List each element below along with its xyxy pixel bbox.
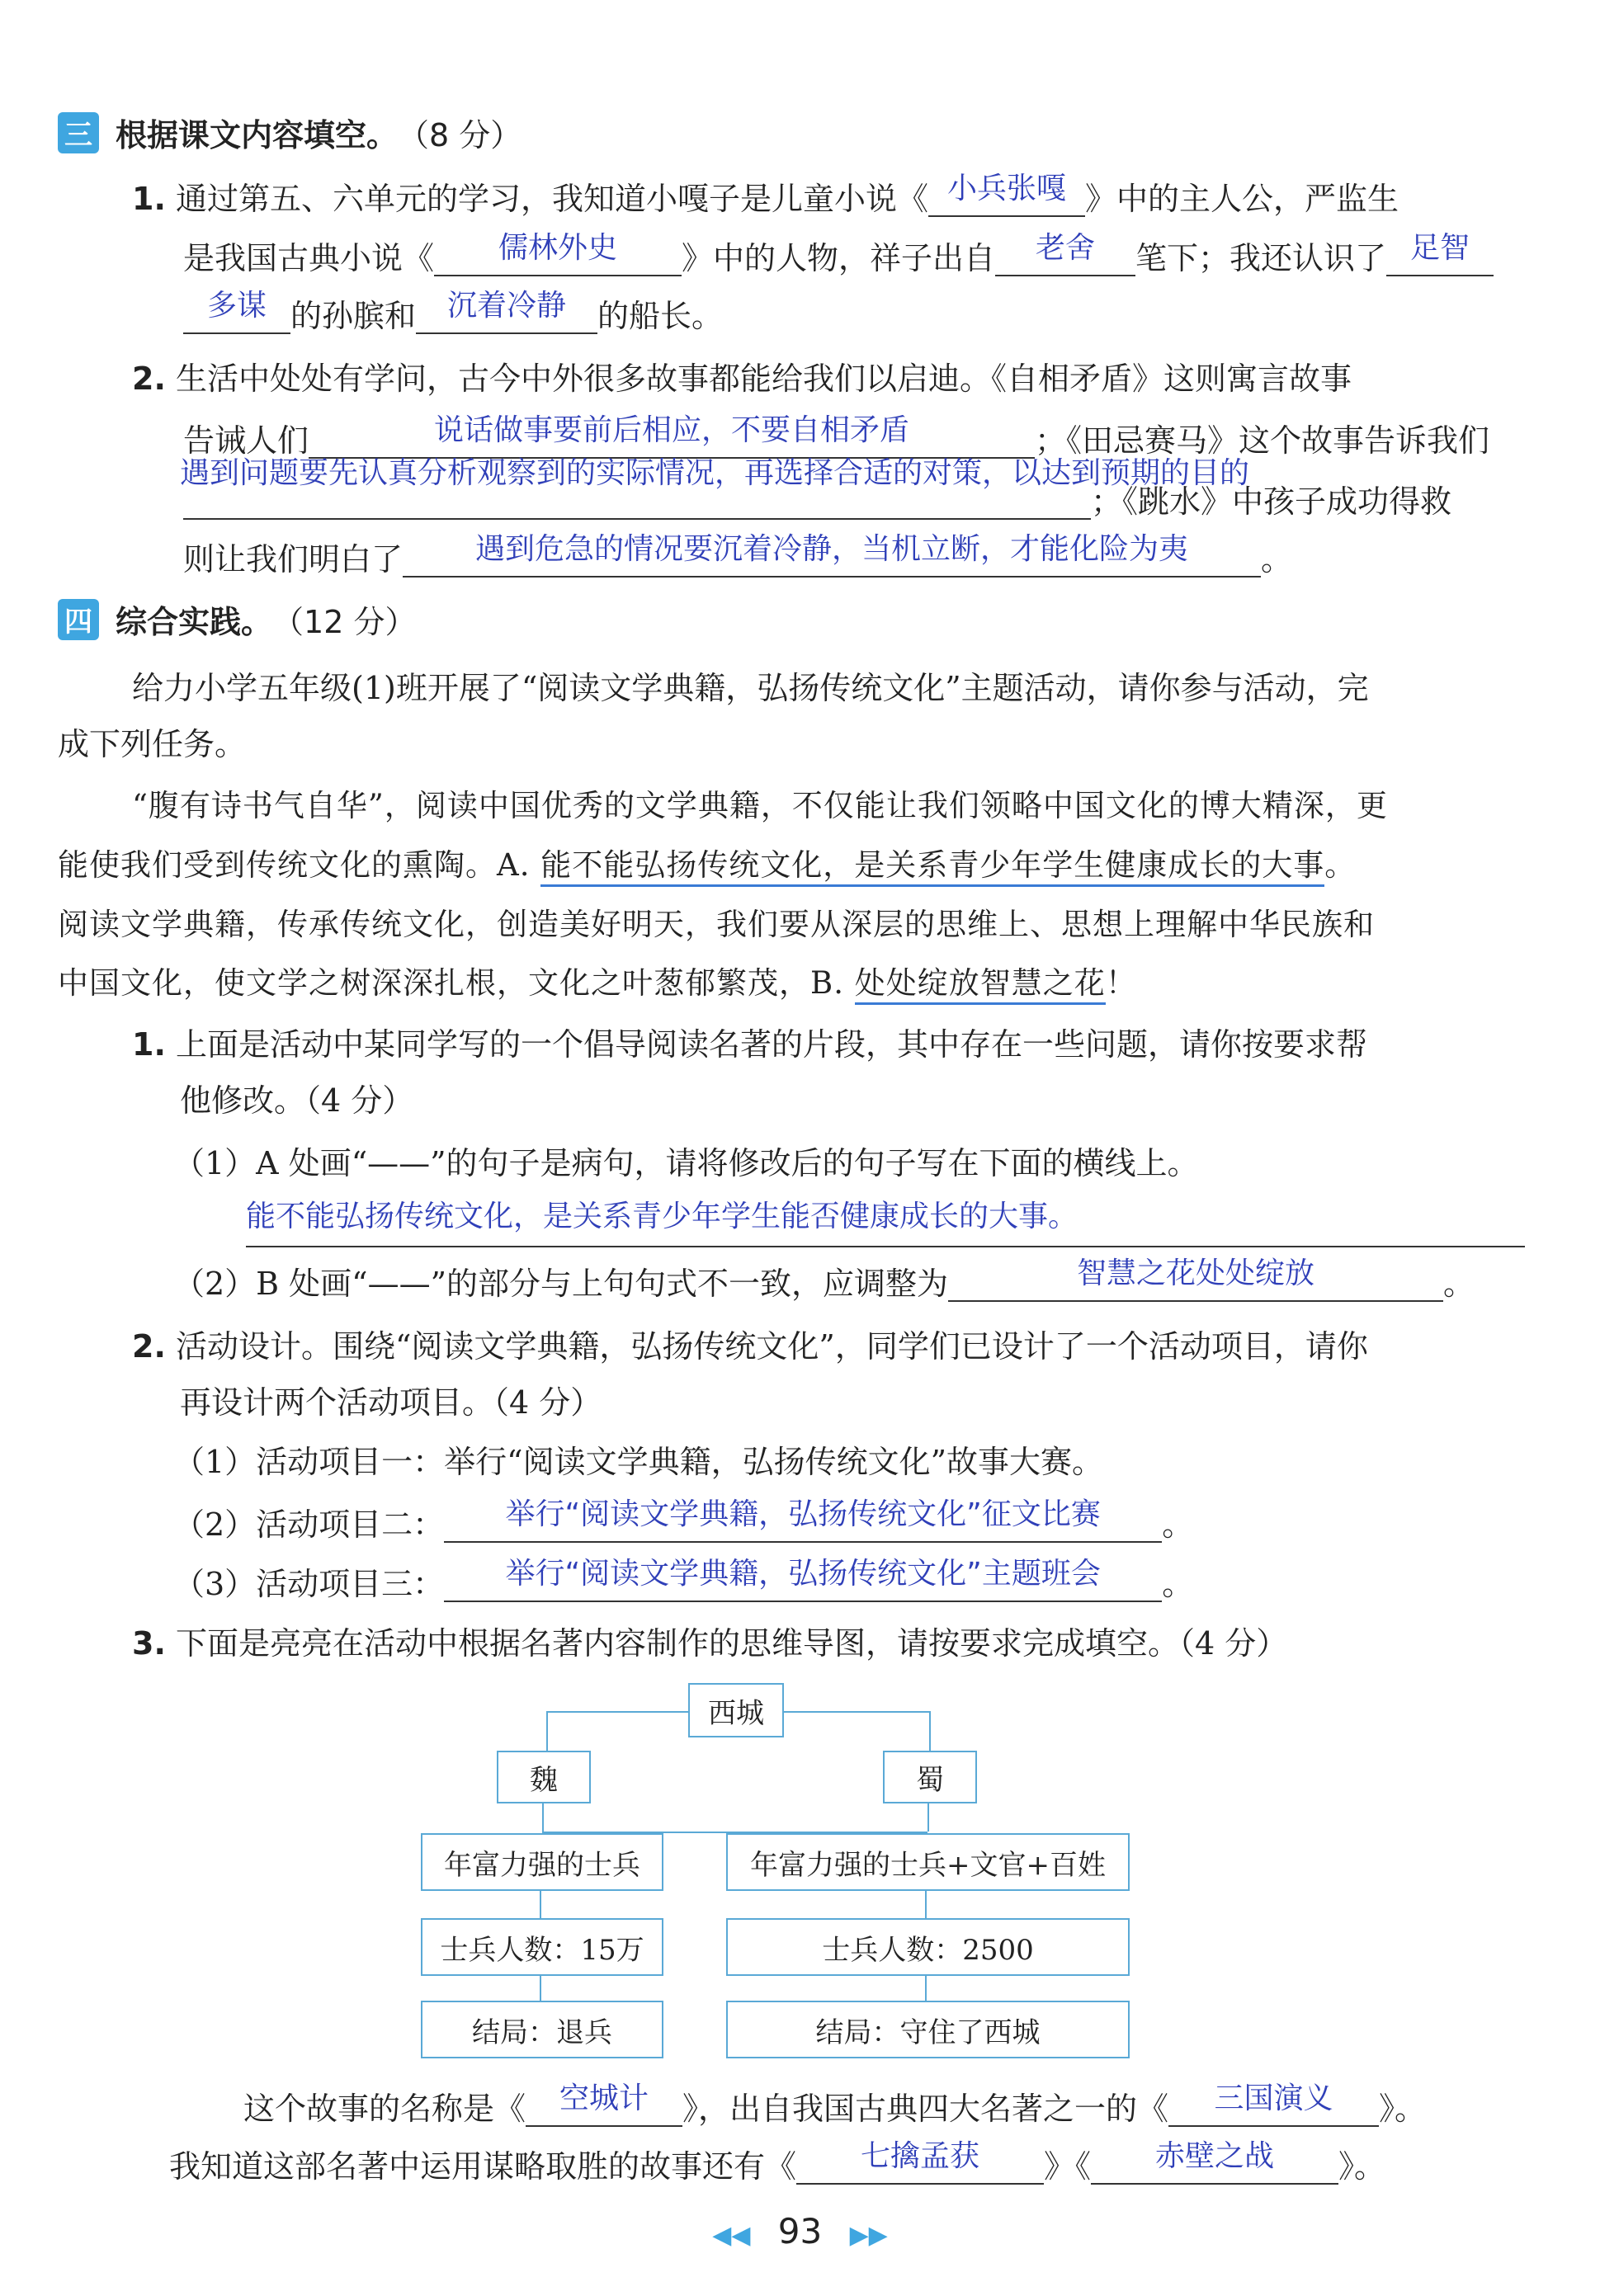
- answer-line[interactable]: [246, 1246, 1525, 1247]
- answer-blank[interactable]: [403, 532, 1261, 578]
- answer-blank[interactable]: [995, 231, 1135, 276]
- handwritten-answer: 赤壁之战: [1155, 2139, 1275, 2173]
- s3-q2-line3: [183, 480, 1451, 520]
- mindmap-left-node: 士兵人数：15万: [421, 1918, 663, 1976]
- text: 上面是活动中某同学写的一个倡导阅读名著的片段，其中存在一些问题，请你按要求帮: [175, 1026, 1367, 1063]
- text: 的孙膑和: [290, 298, 417, 334]
- handwritten-answer: 老舍: [1036, 231, 1096, 265]
- section-4-header: [58, 596, 416, 642]
- text: 这个故事的名称是《: [243, 2091, 526, 2127]
- s3-q1-line1: [132, 172, 1399, 217]
- passage-line2: [58, 847, 1356, 884]
- section-4-score: （12 分）: [272, 604, 417, 640]
- s4-q3-fill2: [169, 2139, 1386, 2185]
- mindmap-root: 西城: [688, 1683, 784, 1737]
- handwritten-answer: 多谋: [206, 289, 267, 323]
- text: 生活中处处有学问，古今中外很多故事都能给我们以启迪。《自相矛盾》这则寓言故事: [175, 361, 1352, 397]
- text: 》《: [1044, 2148, 1092, 2185]
- handwritten-answer: 七擒孟获: [861, 2139, 980, 2173]
- text: 》中的人物，祥子出自: [682, 240, 996, 276]
- answer-blank[interactable]: [183, 480, 1091, 520]
- text: （2）B 处画“——”的部分与上句句式不一致，应调整为: [173, 1266, 949, 1302]
- handwritten-answer: 举行“阅读文学典籍，弘扬传统文化”征文比赛: [505, 1497, 1101, 1531]
- passage-line1: “腹有诗书气自华”，阅读中国优秀的文学典籍，不仅能让我们领略中国文化的博大精深，更: [132, 788, 1388, 823]
- s4-q2-line2: 再设计两个活动项目。（4 分）: [180, 1384, 602, 1421]
- handwritten-answer: 沉着冷静: [447, 289, 567, 323]
- s4-q1-line1: [132, 1026, 1367, 1063]
- section-4-badge: 四: [58, 599, 99, 640]
- answer-blank[interactable]: [444, 1497, 1162, 1543]
- text: 则让我们明白了: [183, 541, 404, 578]
- mindmap-right-node: 结局：守住了西城: [726, 2001, 1130, 2058]
- text: （2）活动项目二：: [173, 1506, 445, 1543]
- text: 通过第五、六单元的学习，我知道小嘎子是儿童小说《: [175, 181, 928, 217]
- answer-blank[interactable]: [1386, 231, 1494, 276]
- connector: [540, 1974, 541, 2001]
- connector: [540, 1889, 541, 1918]
- text: ；《田忌赛马》这个故事告诉我们: [1035, 422, 1490, 459]
- mindmap-right-node: 士兵人数：2500: [726, 1918, 1130, 1976]
- underlined-sentence-a: 能不能弘扬传统文化，是关系青少年学生健康成长的大事: [540, 847, 1324, 887]
- text: 是我国古典小说《: [183, 240, 435, 276]
- text: 笔下；我还认识了: [1135, 240, 1387, 276]
- handwritten-answer: 智慧之花处处绽放: [1077, 1256, 1315, 1290]
- text: 》。: [1338, 2148, 1386, 2185]
- connector: [927, 1802, 929, 1832]
- s3-q2-line4: [183, 532, 1293, 578]
- handwritten-answer: 说话做事要前后相应，不要自相矛盾: [434, 413, 910, 447]
- handwritten-answer: 举行“阅读文学典籍，弘扬传统文化”主题班会: [505, 1557, 1101, 1591]
- section-3-badge: 三: [58, 112, 99, 153]
- s3-q1-line2: [183, 231, 1494, 276]
- handwritten-answer: 遇到危急的情况要沉着冷静，当机立断，才能化险为夷: [475, 532, 1189, 566]
- s4-q1-sub2: [173, 1256, 1475, 1302]
- prev-arrows-icon: ◀◀: [712, 2221, 751, 2250]
- text: 我知道这部名著中运用谋略取胜的故事还有《: [169, 2148, 797, 2185]
- question-number: 1.: [132, 181, 166, 217]
- answer-blank[interactable]: [1091, 2139, 1338, 2185]
- text: ；《跳水》中孩子成功得救: [1091, 483, 1452, 520]
- question-number: 2.: [132, 1328, 166, 1365]
- text: 下面是亮亮在活动中根据名著内容制作的思维导图，请按要求完成填空。（4 分）: [175, 1625, 1288, 1662]
- mindmap-right-head: 蜀: [883, 1751, 977, 1803]
- answer-blank[interactable]: [434, 231, 682, 276]
- text: （3）活动项目三：: [173, 1566, 445, 1602]
- section-3-header: [58, 110, 522, 155]
- next-arrows-icon: ▶▶: [849, 2221, 888, 2250]
- passage-line3: 阅读文学典籍，传承传统文化，创造美好明天，我们要从深层的思维上、思想上理解中华民族和: [58, 907, 1375, 942]
- text: 告诫人们: [183, 422, 309, 459]
- connector: [546, 1711, 548, 1752]
- connector: [925, 1889, 927, 1918]
- handwritten-answer: 儒林外史: [498, 231, 618, 265]
- answer-blank[interactable]: [796, 2139, 1044, 2185]
- s4-q1-line2: 他修改。（4 分）: [180, 1082, 414, 1119]
- s4-q2-line1: [132, 1328, 1368, 1365]
- s4-q2-sub2: [173, 1497, 1194, 1543]
- page-footer: [0, 2211, 1600, 2251]
- answer-blank[interactable]: [928, 172, 1085, 217]
- s4-q1-sub1: （1）A 处画“——”的句子是病句，请将修改后的句子写在下面的横线上。: [173, 1145, 1199, 1181]
- text: 》中的主人公，严监生: [1085, 181, 1399, 217]
- text: 。: [1324, 847, 1357, 883]
- answer-blank[interactable]: [444, 1557, 1162, 1602]
- s4-q2-sub3: [173, 1557, 1194, 1602]
- passage-line4: [58, 965, 1137, 1002]
- intro-line1: 给力小学五年级(1)班开展了“阅读文学典籍，弘扬传统文化”主题活动，请你参与活动，完: [132, 670, 1369, 706]
- underlined-phrase-b: 处处绽放智慧之花: [855, 965, 1106, 1005]
- connector: [542, 1802, 544, 1832]
- handwritten-answer: 遇到问题要先认真分析观察到的实际情况，再选择合适的对策，以达到预期的目的: [180, 456, 1250, 490]
- answer-blank[interactable]: [183, 289, 290, 334]
- question-number: 3.: [132, 1625, 166, 1662]
- text: 的船长。: [597, 298, 724, 334]
- question-number: 2.: [132, 361, 166, 397]
- s3-q1-line3: [183, 289, 724, 334]
- text: ！: [1105, 965, 1137, 1001]
- connector: [925, 1974, 927, 2001]
- text: 。: [1443, 1266, 1475, 1302]
- intro-line2: 成下列任务。: [58, 726, 247, 762]
- section-3-score: （8 分）: [398, 117, 522, 153]
- question-number: 1.: [132, 1026, 166, 1063]
- handwritten-answer: 三国演义: [1214, 2081, 1333, 2115]
- text: 》，出自我国古典四大名著之一的《: [682, 2091, 1169, 2127]
- mindmap-left-node: 年富力强的士兵: [421, 1833, 663, 1891]
- s3-q2-line1: [132, 361, 1352, 397]
- handwritten-answer: 能不能弘扬传统文化，是关系青少年学生能否健康成长的大事。: [246, 1200, 1078, 1233]
- section-4-title: 综合实践。: [116, 604, 273, 640]
- mindmap-left-node: 结局：退兵: [421, 2001, 663, 2058]
- s4-q2-sub1: （1）活动项目一：举行“阅读文学典籍，弘扬传统文化”故事大赛。: [173, 1444, 1104, 1480]
- mindmap-left-head: 魏: [497, 1751, 591, 1803]
- text: 。: [1162, 1566, 1194, 1602]
- s4-q3-fill1: [243, 2081, 1427, 2127]
- handwritten-answer: 足智: [1410, 231, 1470, 265]
- answer-blank[interactable]: [416, 289, 597, 334]
- text: 。: [1261, 541, 1293, 578]
- page-number: 93: [777, 2211, 823, 2251]
- text: 》。: [1379, 2091, 1427, 2127]
- answer-blank[interactable]: [526, 2081, 682, 2127]
- connector: [929, 1711, 931, 1752]
- s4-q3-line1: [132, 1625, 1287, 1662]
- mindmap-right-node: 年富力强的士兵+文官+百姓: [726, 1833, 1130, 1891]
- answer-blank[interactable]: [948, 1256, 1443, 1302]
- handwritten-answer: 小兵张嘎: [946, 172, 1066, 205]
- answer-blank[interactable]: [1168, 2081, 1379, 2127]
- text: 能使我们受到传统文化的熏陶。A.: [58, 847, 541, 883]
- text: 。: [1162, 1506, 1194, 1543]
- section-3-title: 根据课文内容填空。: [116, 117, 399, 153]
- text: 中国文化，使文学之树深深扎根，文化之叶葱郁繁茂，B.: [58, 965, 855, 1001]
- handwritten-answer: 空城计: [559, 2081, 649, 2115]
- text: 活动设计。围绕“阅读文学典籍，弘扬传统文化”，同学们已设计了一个活动项目，请你: [175, 1328, 1368, 1365]
